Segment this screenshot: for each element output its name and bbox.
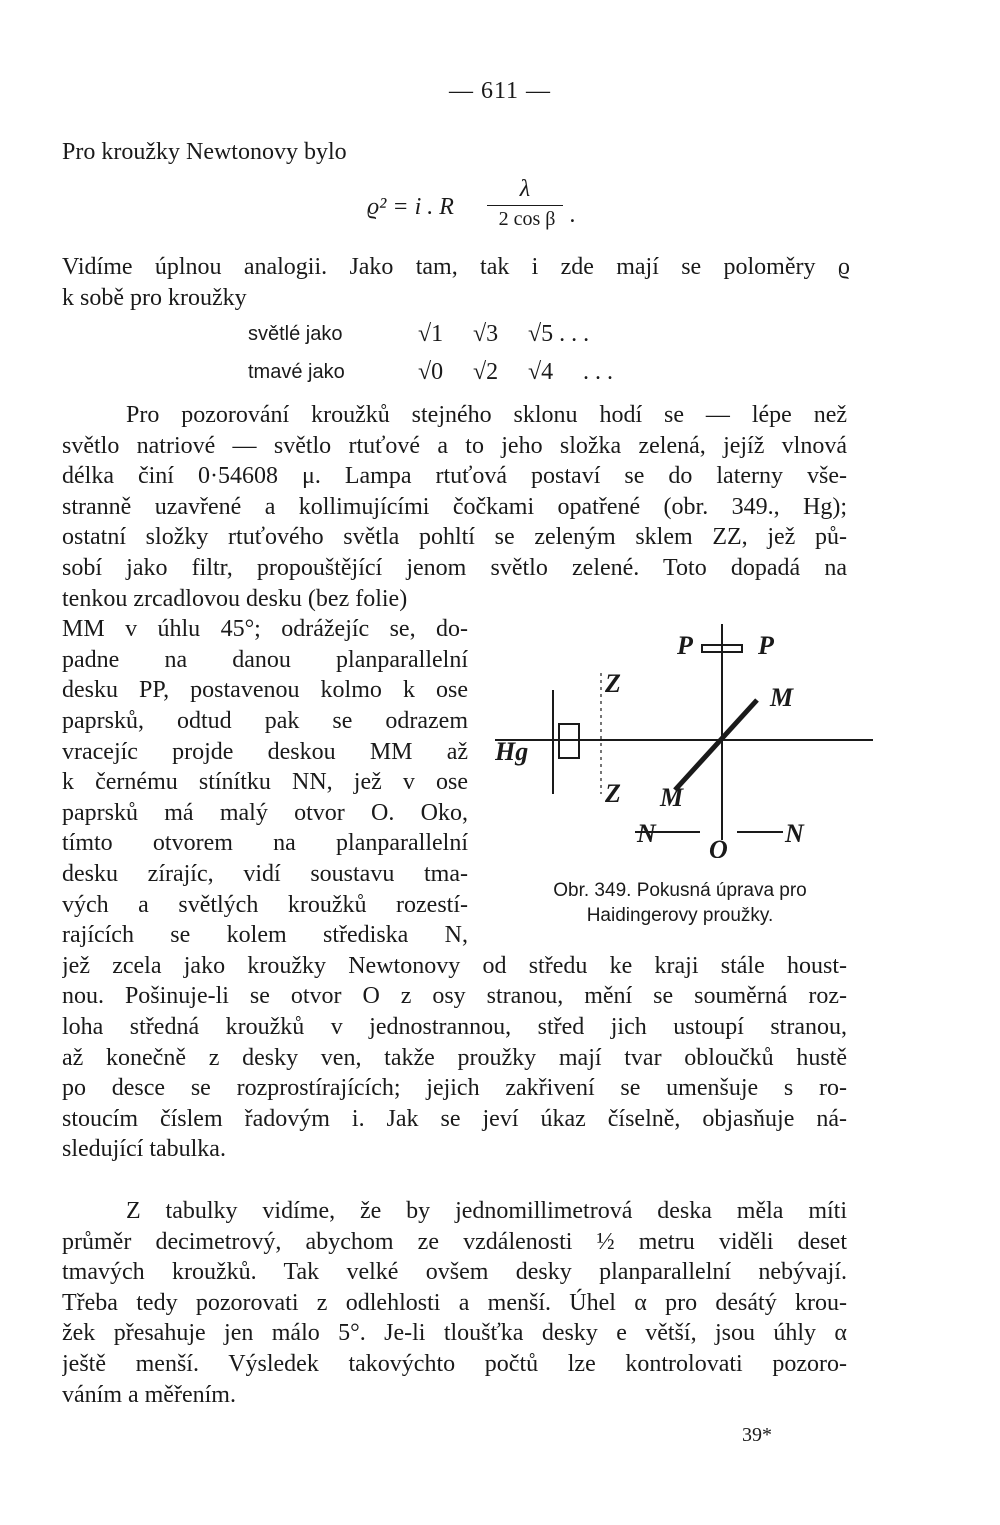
text-line: po desce se rozprostírajících; jejich zakřivení se umenšuje s ro- (62, 1075, 847, 1102)
roots-label: tmavé jako (248, 360, 345, 383)
formula-end: . (570, 202, 576, 228)
figure-caption (505, 878, 855, 928)
label-o: O (709, 835, 728, 858)
text-line: sobí jako filtr, propouštějící jenom světlo zelené. Toto dopadá na (62, 554, 847, 581)
text-line: tmavých kroužků. Tak velké ovšem desky planparallelní nebývají. (62, 1259, 847, 1286)
paragraph-continued (62, 951, 847, 1165)
text-line: loha středná kroužků v jednostrannou, střed jich ustoupí stranou, (62, 1013, 847, 1040)
paragraph-table-conclusion (62, 1196, 847, 1410)
paragraph-wrapped-beside-figure (62, 584, 468, 951)
text-line: jež zcela jako kroužky Newtonovy od středu ke kraji stále houst- (62, 952, 847, 979)
root-value: √5 . . . (528, 320, 590, 347)
text-line: až konečně z desky ven, takže proužky mají tvar obloučků hustě (62, 1044, 847, 1071)
text-line: ostatní složky rtuťového světla pohltí se zeleným sklem ZZ, jež pů- (62, 524, 847, 551)
text-line: sledující tabulka. (62, 1136, 226, 1163)
label-m-top: M (770, 683, 794, 712)
haidinger-apparatus-figure (495, 618, 875, 858)
mirror-mm (675, 700, 757, 790)
text-line: nou. Pošinuje-li se otvor O z osy stranou, mění se souměrná roz- (62, 983, 847, 1010)
text-line: Z tabulky vidíme, že by jednomillimetrová deska měla míti (126, 1198, 847, 1224)
newton-ring-formula (367, 176, 627, 236)
text-line: vracejíc projde deskou MM až (62, 738, 468, 765)
text-line: MM v úhlu 45°; odrážejíc se, do- (62, 616, 468, 643)
root-value: √4 (528, 358, 554, 385)
label-p-left: P (677, 631, 693, 660)
text-line: desku zírajíc, vidí soustavu tma- (62, 860, 468, 887)
paragraph-analogy (62, 252, 850, 313)
text-line: stranně uzavřené a kollimujícími čočkami opatřené (obr. 349., Hg); (62, 493, 847, 520)
text-line: rajících se kolem střediska N, (62, 922, 468, 949)
formula-lhs: ϱ² = i . R (367, 194, 454, 220)
fraction-bar (487, 205, 563, 206)
text-line: Třeba tedy pozorovati z odlehlosti a menší. Úhel α pro desátý krou- (62, 1289, 847, 1316)
text-line: paprsků, odtud pak se odrazem (62, 707, 468, 734)
formula-numerator: λ (519, 176, 531, 202)
caption-line: Haidingerovy proužky. (586, 905, 774, 926)
root-value: √2 (473, 358, 499, 385)
formula-denominator: 2 cos β (498, 208, 556, 230)
page-number-header: — 611 — (448, 78, 552, 104)
text-line: paprsků má malý otvor O. Oko, (62, 799, 468, 826)
label-z-top: Z (605, 669, 621, 698)
text-line: žek přesahuje jen málo 5°. Je-li tloušťka desky e větší, jsou úhly α (62, 1320, 847, 1347)
root-value: √0 (418, 358, 444, 385)
root-value: √1 (418, 320, 444, 347)
label-n-left: N (637, 819, 656, 848)
text-line: vých a světlých kroužků rozestí- (62, 891, 468, 918)
paragraph-mercury-lamp (62, 400, 847, 584)
text-line: světlo natriové — světlo rtuťové a to jeho složka zelená, jejíž vlnová (62, 432, 847, 459)
text-line: ještě menší. Výsledek takovýchto počtů lze kontrolovati pozoro- (62, 1350, 847, 1377)
signature-mark: 39* (742, 1424, 772, 1446)
text-line: tenkou zrcadlovou desku (bez folie) (62, 585, 408, 612)
root-value: . . . (583, 358, 613, 385)
text-line: k černému stínítku NN, jež v ose (62, 769, 468, 796)
text-line: tímto otvorem na planparallelní (62, 830, 468, 857)
text-line: Pro pozorování kroužků stejného sklonu hodí se — lépe než (126, 402, 847, 428)
caption-line: Obr. 349. Pokusná úprava pro (553, 880, 807, 901)
text-line: padne na danou planparallelní (62, 646, 468, 673)
root-value: √3 (473, 320, 499, 347)
label-z-bottom: Z (605, 779, 621, 808)
label-hg: Hg (495, 737, 529, 766)
intro-line: Pro kroužky Newtonovy bylo (62, 139, 347, 165)
text-line: váním a měřením. (62, 1381, 236, 1408)
text-line: Vidíme úplnou analogii. Jako tam, tak i zde mají se poloměry ϱ (62, 254, 850, 280)
text-line: délka činí 0·54608 μ. Lampa rtuťová postaví se do laterny vše- (62, 463, 847, 490)
text-line: průměr decimetrový, abychom ze vzdálenosti ½ metru viděli deset (62, 1228, 847, 1255)
roots-table (248, 315, 643, 391)
text-line: stoucím číslem řadovým i. Jak se jeví úkaz číselně, objasňuje ná- (62, 1105, 847, 1132)
label-p-right: P (758, 631, 774, 660)
label-n-right: N (785, 819, 804, 848)
text-line: desku PP, postavenou kolmo k ose (62, 677, 468, 704)
label-m-bottom: M (660, 783, 684, 812)
text-line: k sobě pro kroužky (62, 284, 247, 311)
roots-row-light (248, 315, 643, 353)
roots-label: světlé jako (248, 322, 343, 345)
roots-row-dark (248, 353, 643, 391)
